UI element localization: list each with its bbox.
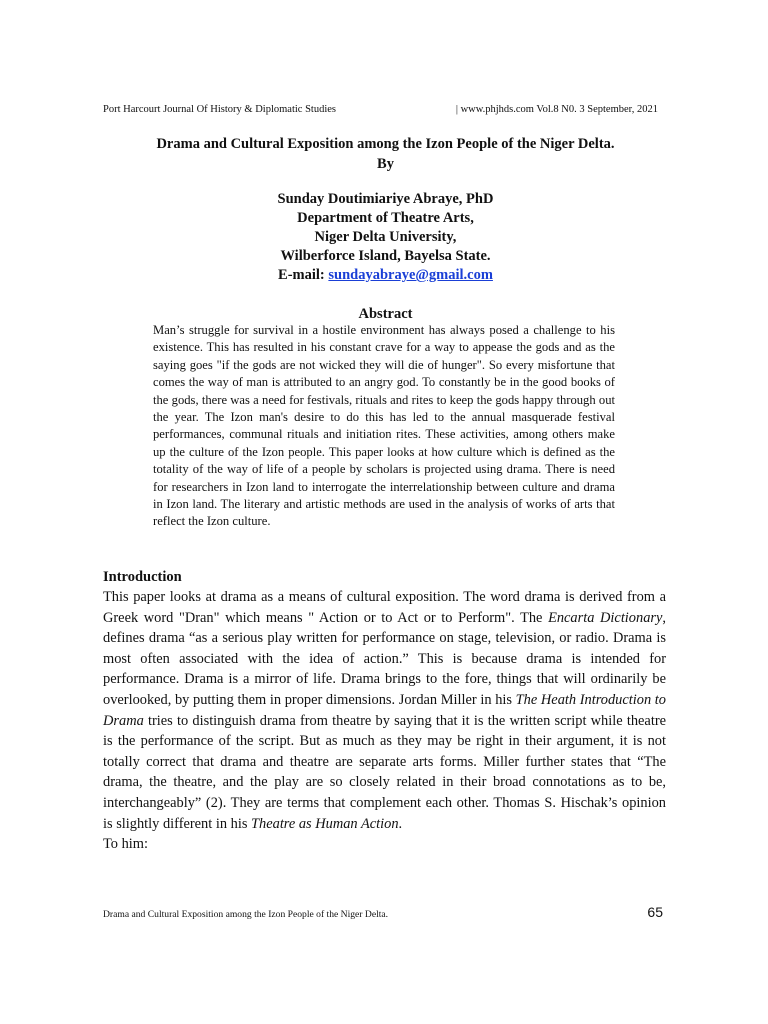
page-number: 65 [647, 904, 663, 920]
intro-closing: To him: [103, 836, 148, 853]
author-info [103, 190, 668, 285]
paper-title [103, 134, 668, 174]
author-address: Wilberforce Island, Bayelsa State. [280, 248, 491, 264]
journal-name: Port Harcourt Journal Of History & Diplomatic Studies [103, 104, 337, 115]
author-university: Niger Delta University, [314, 229, 457, 245]
intro-italic-2: The Heath Introduction to Drama [103, 691, 666, 729]
introduction-heading: Introduction [103, 569, 182, 585]
author-department: Department of Theatre Arts, [297, 210, 474, 226]
introduction-paragraph [103, 587, 666, 855]
byline: By [377, 156, 394, 172]
author-name: Sunday Doutimiariye Abraye, PhD [277, 191, 494, 207]
email-label: E-mail: [278, 267, 329, 283]
email-link[interactable]: sundayabraye@gmail.com [328, 267, 493, 283]
intro-italic-1: Encarta Dictionary [548, 609, 663, 626]
intro-text-1: This paper looks at drama as a means of cultural exposition. The word drama is derived from a Greek word "Dran" which means " Action or to Act or to Perform". The [103, 589, 666, 626]
abstract-heading: Abstract [358, 306, 413, 322]
intro-italic-3: Theatre as Human Action [251, 815, 399, 832]
intro-text-2: , defines drama “as a serious play written for performance on stage, television, or radio. Drama is most often associated with the idea of action.” This is because drama is intended for performance. Drama is a mirror of life. Drama brings to the fore, things that will ordinarily be overlooked, by putting them in proper dimensions. Jordan Miller in his [103, 609, 666, 708]
footer-title: Drama and Cultural Exposition among the Izon People of the Niger Delta. [103, 909, 389, 920]
intro-text-4: . [398, 815, 403, 832]
intro-text-3: tries to distinguish drama from theatre by saying that it is the written script while theatre is the performance of the script. But as much as they may be right in their argument, it is not totally correct that drama and theatre are separate arts forms. Miller further states that “The drama, the theatre, and the play are so closely related in their broad connotations as to be, interchangeably” (2). They are terms that complement each other. Thomas S. Hischak’s opinion is slightly different in his [103, 712, 666, 832]
issue-info: | www.phjhds.com Vol.8 N0. 3 September, 2021 [455, 104, 658, 115]
author-email-line [103, 266, 668, 285]
abstract-text: Man’s struggle for survival in a hostile environment has always posed a challenge to his existence. This has resulted in his constant crave for a way to appease the gods and as the saying goes "if the gods are not wicked they will die of hunger". So every misfortune that comes the way of man is attributed to an angry god. To constantly be in the good books of the gods, there was a need for festivals, rituals and rites to keep the gods happy through out the year. The Izon man's desire to do this has led to the annual masquerade festival performances, communal rituals and initiation rites. These activities, among others make up the culture of the Izon people. This paper looks at how culture which is defined as the totality of the way of life of a people by scholars is projected using drama. There is need for researchers in Izon land to interrogate the interrelationship between culture and drama in Izon land. The literary and artistic methods are used in the analysis of works of arts that reflect the Izon culture. [153, 323, 615, 529]
title-text: Drama and Cultural Exposition among the Izon People of the Niger Delta. [156, 136, 615, 152]
